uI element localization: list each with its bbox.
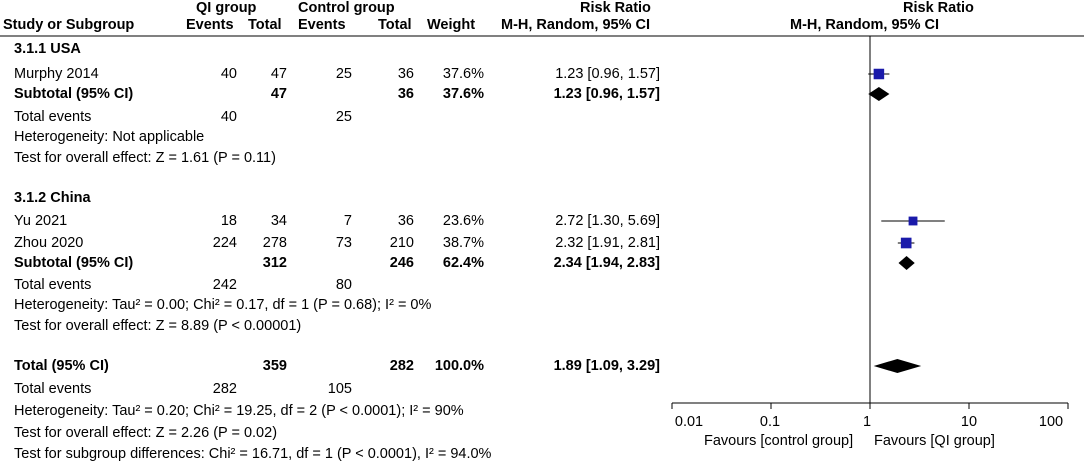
- rr-ci: 1.23 [0.96, 1.57]: [555, 66, 660, 82]
- overall-effect-text: Test for overall effect: Z = 1.61 (P = 0.11): [14, 150, 276, 166]
- subtotal-rr-ci: 2.34 [1.94, 2.83]: [553, 255, 660, 271]
- subgroup-title-china: 3.1.2 China: [14, 190, 91, 206]
- overall-total-events-qi: 282: [212, 381, 237, 397]
- study-point-marker: [909, 217, 918, 226]
- favours-right-label: Favours [QI group]: [874, 433, 995, 449]
- qi-total: 278: [262, 235, 287, 251]
- total-events-control: 25: [335, 109, 352, 125]
- heterogeneity-text: Heterogeneity: Not applicable: [14, 129, 205, 145]
- control-total-header: Total: [378, 17, 412, 33]
- overall-effect-text: Test for overall effect: Z = 8.89 (P < 0.00001): [14, 318, 302, 334]
- total-events-control: 80: [335, 277, 352, 293]
- control-events-header: Events: [298, 17, 346, 33]
- subtotal-label: Subtotal (95% CI): [14, 86, 134, 102]
- subtotal-weight: 37.6%: [442, 86, 484, 102]
- subtotal-qi-total: 312: [262, 255, 287, 271]
- overall-total-events-label: Total events: [14, 381, 92, 397]
- subtotal-control-total: 246: [389, 255, 414, 271]
- qi-group-header: QI group: [196, 0, 257, 16]
- plot-risk-ratio-header: Risk Ratio: [903, 0, 974, 16]
- axis-tick-label: 0.01: [674, 414, 704, 430]
- subtotal-diamond: [898, 256, 914, 270]
- total-events-label: Total events: [14, 109, 92, 125]
- control-group-header: Control group: [298, 0, 395, 16]
- control-events: 73: [335, 235, 352, 251]
- control-events: 25: [335, 66, 352, 82]
- weight-header: Weight: [427, 17, 476, 33]
- subtotal-weight: 62.4%: [442, 255, 484, 271]
- total-qi-total: 359: [262, 358, 287, 374]
- subtotal-diamond: [868, 87, 889, 101]
- overall-heterogeneity-text: Heterogeneity: Tau² = 0.20; Chi² = 19.25, df = 2 (P < 0.0001); I² = 90%: [14, 403, 464, 419]
- axis-tick-label: 100: [1038, 414, 1064, 430]
- total-control-total: 282: [389, 358, 414, 374]
- axis-tick-label: 1: [862, 414, 872, 430]
- qi-total: 47: [270, 66, 287, 82]
- weight: 38.7%: [442, 235, 484, 251]
- subtotal-qi-total: 47: [270, 86, 287, 102]
- heterogeneity-text: Heterogeneity: Tau² = 0.00; Chi² = 0.17, df = 1 (P = 0.68); I² = 0%: [14, 297, 432, 313]
- plot-marks: [672, 36, 1068, 409]
- study-point-marker: [901, 238, 912, 249]
- control-total: 36: [397, 66, 414, 82]
- qi-events-header: Events: [186, 17, 234, 33]
- rr-ci: 2.72 [1.30, 5.69]: [555, 213, 660, 229]
- total-rr-ci: 1.89 [1.09, 3.29]: [553, 358, 660, 374]
- total-events-qi: 242: [212, 277, 237, 293]
- qi-events: 40: [220, 66, 237, 82]
- weight: 23.6%: [442, 213, 484, 229]
- subtotal-rr-ci: 1.23 [0.96, 1.57]: [553, 86, 660, 102]
- study-name: Zhou 2020: [14, 235, 84, 251]
- axis-tick-label: 10: [960, 414, 978, 430]
- total-events-label: Total events: [14, 277, 92, 293]
- subgroup-differences-text: Test for subgroup differences: Chi² = 16.71, df = 1 (P < 0.0001), I² = 94.0%: [14, 446, 492, 462]
- risk-ratio-header: Risk Ratio: [580, 0, 651, 16]
- axis-tick-label: 0.1: [759, 414, 781, 430]
- overall-total-events-control: 105: [327, 381, 352, 397]
- control-events: 7: [343, 213, 352, 229]
- study-point-marker: [874, 69, 885, 80]
- qi-events: 224: [212, 235, 237, 251]
- study-header: Study or Subgroup: [3, 17, 135, 33]
- favours-left-label: Favours [control group]: [704, 433, 854, 449]
- qi-total-header: Total: [248, 17, 282, 33]
- control-total: 36: [397, 213, 414, 229]
- control-total: 210: [389, 235, 414, 251]
- study-name: Yu 2021: [14, 213, 68, 229]
- total-diamond: [874, 359, 921, 373]
- total-weight: 100.0%: [434, 358, 484, 374]
- rr-ci: 2.32 [1.91, 2.81]: [555, 235, 660, 251]
- total-events-qi: 40: [220, 109, 237, 125]
- plot-method-header: M-H, Random, 95% CI: [790, 17, 940, 33]
- total-label: Total (95% CI): [14, 358, 109, 374]
- qi-total: 34: [270, 213, 287, 229]
- subtotal-label: Subtotal (95% CI): [14, 255, 134, 271]
- weight: 37.6%: [442, 66, 484, 82]
- rr-method-header: M-H, Random, 95% CI: [501, 17, 651, 33]
- study-name: Murphy 2014: [14, 66, 99, 82]
- subgroup-title-usa: 3.1.1 USA: [14, 41, 81, 57]
- overall-effect-test-text: Test for overall effect: Z = 2.26 (P = 0.02): [14, 425, 278, 441]
- qi-events: 18: [220, 213, 237, 229]
- subtotal-control-total: 36: [397, 86, 414, 102]
